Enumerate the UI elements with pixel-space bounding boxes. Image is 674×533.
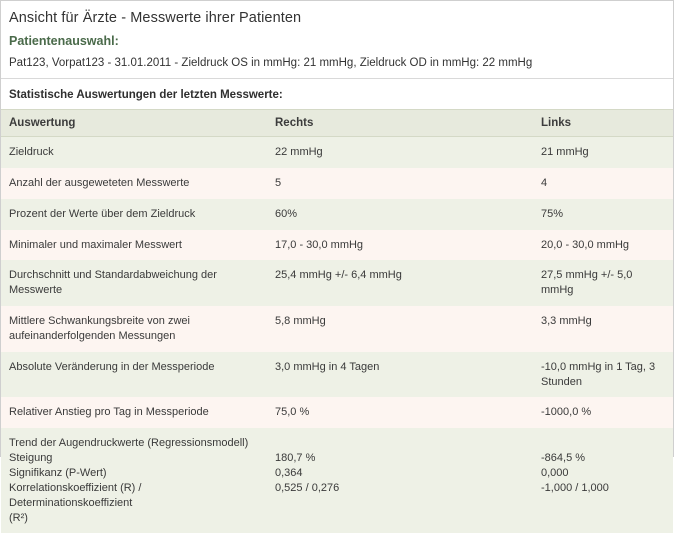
table-row-trend (1, 428, 673, 533)
row-value-rechts: 25,4 mmHg +/- 6,4 mmHg (267, 260, 533, 306)
column-header-rechts: Rechts (267, 110, 533, 137)
trend-rechts-line-4: 0,525 / 0,276 (275, 481, 340, 494)
row-value-links: 27,5 mmHg +/- 5,0 mmHg (533, 260, 673, 306)
row-value-rechts: 22 mmHg (267, 137, 533, 168)
row-label: Durchschnitt und Standardabweichung der Messwerte (1, 260, 267, 306)
trend-links-line-3: 0,000 (541, 466, 569, 479)
row-value-rechts: 5,8 mmHg (267, 306, 533, 352)
row-value-rechts: 17,0 - 30,0 mmHg (267, 230, 533, 261)
row-label: Zieldruck (1, 137, 267, 168)
page-title: Ansicht für Ärzte - Messwerte ihrer Patienten (9, 10, 302, 26)
trend-label-line-3: Signifikanz (P-Wert) (9, 466, 107, 479)
row-value-rechts: 3,0 mmHg in 4 Tagen (267, 352, 533, 398)
trend-label-line-1: Trend der Augendruckwerte (Regressionsmodell) (9, 437, 249, 450)
table-row (1, 230, 673, 261)
row-value-links: -1000,0 % (533, 397, 673, 428)
row-value-links: -10,0 mmHg in 1 Tag, 3 Stunden (533, 352, 673, 398)
row-value-rechts-trend (267, 428, 533, 533)
row-value-links: 20,0 - 30,0 mmHg (533, 230, 673, 261)
table-row (1, 397, 673, 428)
table-row (1, 260, 673, 306)
trend-rechts-line-1 (275, 436, 525, 451)
trend-links-line-5 (541, 496, 665, 511)
table-row (1, 352, 673, 398)
table-row (1, 306, 673, 352)
table-row (1, 199, 673, 230)
row-value-links: 21 mmHg (533, 137, 673, 168)
table-row (1, 137, 673, 168)
statistics-heading: Statistische Auswertungen der letzten Messwerte: (9, 89, 283, 101)
table-row (1, 168, 673, 199)
row-label: Minimaler und maximaler Messwert (1, 230, 267, 261)
statistics-table (1, 109, 673, 533)
patient-selection-label: Patientenauswahl: (9, 34, 119, 48)
row-label: Anzahl der ausgeweteten Messwerte (1, 168, 267, 199)
table-header-row (1, 110, 673, 137)
trend-rechts-line-3: 0,364 (275, 466, 303, 479)
trend-label-line-2: Steigung (9, 452, 53, 465)
trend-label-line-4: Korrelationskoeffizient (R) / Determinationskoeffizient (9, 481, 142, 509)
row-value-rechts: 60% (267, 199, 533, 230)
row-value-links-trend (533, 428, 673, 533)
column-header-links: Links (533, 110, 673, 137)
row-label: Absolute Veränderung in der Messperiode (1, 352, 267, 398)
trend-links-line-2: -864,5 % (541, 452, 586, 465)
trend-rechts-line-5 (275, 496, 525, 511)
row-label: Prozent der Werte über dem Zieldruck (1, 199, 267, 230)
trend-label-line-5: (R²) (9, 511, 28, 524)
patient-info-line: Pat123, Vorpat123 - 31.01.2011 - Zieldruck OS in mmHg: 21 mmHg, Zieldruck OD in mmHg: 22 mmHg (1, 54, 673, 79)
row-value-rechts: 5 (267, 168, 533, 199)
row-label-trend (1, 428, 267, 533)
row-value-links: 75% (533, 199, 673, 230)
trend-rechts-line-2: 180,7 % (275, 452, 316, 465)
row-label: Relativer Anstieg pro Tag in Messperiode (1, 397, 267, 428)
row-value-links: 4 (533, 168, 673, 199)
row-value-rechts: 75,0 % (267, 397, 533, 428)
row-value-links: 3,3 mmHg (533, 306, 673, 352)
row-label: Mittlere Schwankungsbreite von zwei aufeinanderfolgenden Messungen (1, 306, 267, 352)
column-header-auswertung: Auswertung (1, 110, 267, 137)
trend-links-line-4: -1,000 / 1,000 (541, 481, 609, 494)
trend-links-line-1 (541, 436, 665, 451)
